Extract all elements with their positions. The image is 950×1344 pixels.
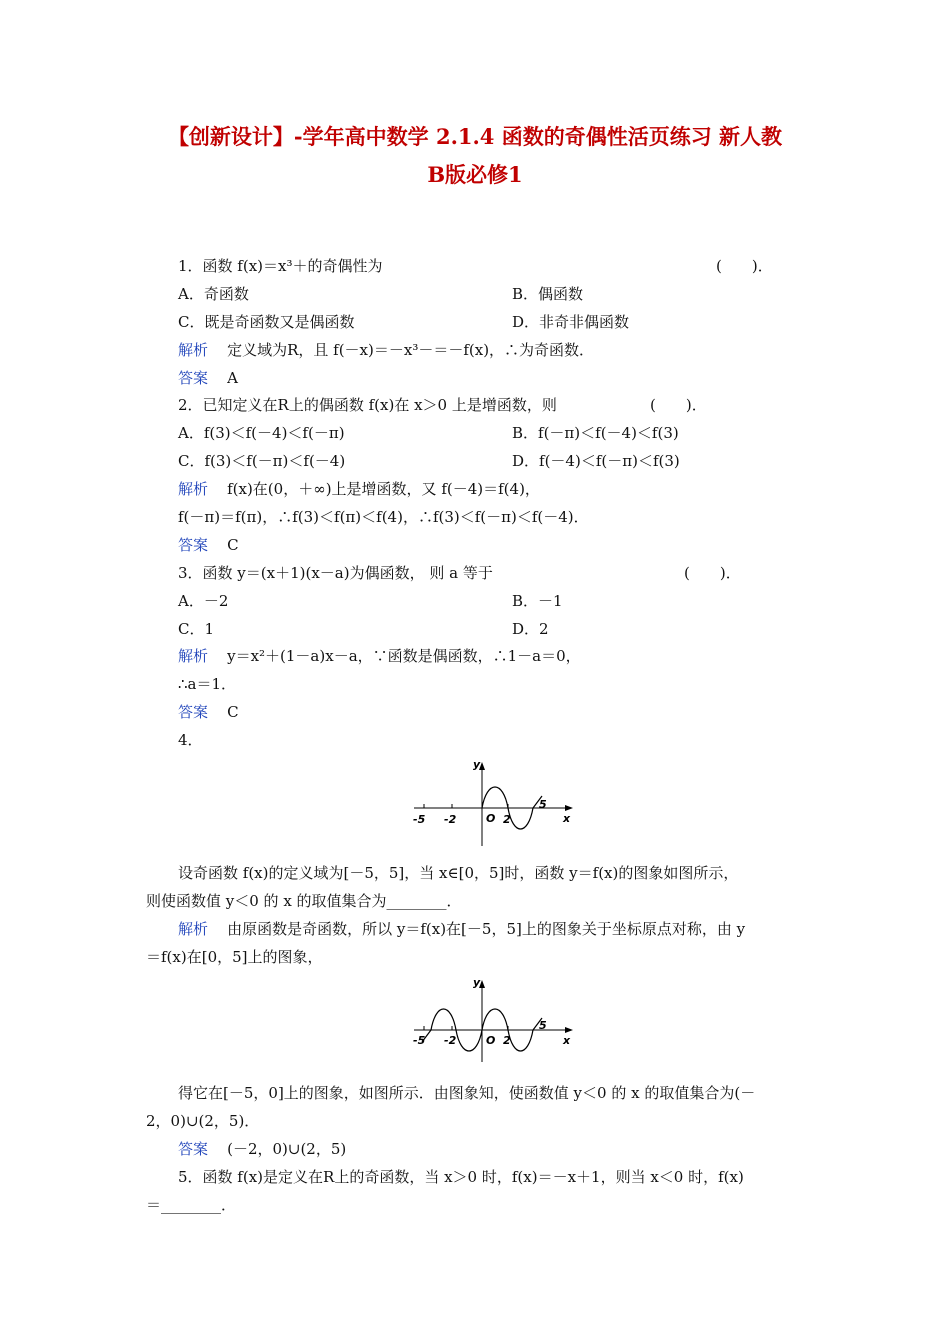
q3-answer-label: 答案 xyxy=(178,703,209,721)
q4-graph-full xyxy=(408,974,578,1066)
q1-option-d: D．非奇非偶函数 xyxy=(512,313,630,331)
q3-analysis-1: y＝x²＋(1－a)x－a，∵函数是偶函数，∴1－a＝0， xyxy=(227,647,581,665)
q3-option-b: B．－1 xyxy=(512,592,563,610)
graph1-x-label: x xyxy=(563,812,571,825)
doc-title-line2: B版必修1 xyxy=(427,162,523,187)
q1-answer-row xyxy=(178,368,238,388)
q3-analysis-label: 解析 xyxy=(178,647,209,665)
q3-stem: 3．函数 y＝(x＋1)(x－a)为偶函数， 则 a 等于 xyxy=(178,564,493,582)
q1-answer-label: 答案 xyxy=(178,369,209,387)
q2-answer-row xyxy=(178,535,239,555)
q4-stem-1: 设奇函数 f(x)的定义域为[－5，5]，当 x∈[0，5]时，函数 y＝f(x)的图象如图所示， xyxy=(178,864,739,882)
q2-answer-label: 答案 xyxy=(178,536,209,554)
q3-paren: ( )． xyxy=(684,564,741,582)
q2-analysis-label: 解析 xyxy=(178,480,209,498)
q2-option-a: A．f(3)＜f(－4)＜f(－π) xyxy=(178,424,345,442)
q4-analysis-3: 得它在[－5，0]上的图象，如图所示．由图象知，使函数值 y＜0 的 x 的取值集合为(－ xyxy=(178,1084,756,1102)
q4-analysis-row xyxy=(178,919,745,939)
q4-analysis-1: 由原函数是奇函数，所以 y＝f(x)在[－5，5]上的图象关于坐标原点对称，由 y xyxy=(227,920,746,938)
q4-graph-positive xyxy=(408,758,578,850)
graph2-tick-p2: 2 xyxy=(503,1034,511,1047)
q3-answer-row xyxy=(178,702,239,722)
q3-answer: C xyxy=(227,703,239,721)
q2-analysis-row xyxy=(178,479,540,499)
q4-number: 4． xyxy=(178,731,203,749)
q5-stem-1: 5．函数 f(x)是定义在R上的奇函数，当 x＞0 时，f(x)＝－x＋1，则当 x＜0 时，f(x) xyxy=(178,1168,744,1186)
q2-option-d: D．f(－4)＜f(－π)＜f(3) xyxy=(512,452,680,470)
graph2-x-label: x xyxy=(563,1034,571,1047)
graph1-tick-p5: 5 xyxy=(539,798,547,811)
graph1-tick-m2: -2 xyxy=(444,813,457,826)
q2-option-b: B．f(－π)＜f(－4)＜f(3) xyxy=(512,424,679,442)
q4-answer-row xyxy=(178,1139,346,1159)
q1-paren: ( )． xyxy=(716,257,773,275)
q1-stem: 1．函数 f(x)＝x³＋的奇偶性为 xyxy=(178,257,383,275)
q1-option-a: A．奇函数 xyxy=(178,285,249,303)
q4-analysis-2: ＝f(x)在[0，5]上的图象， xyxy=(146,948,323,966)
q4-analysis-4: 2，0)∪(2，5)． xyxy=(146,1112,260,1130)
q2-analysis-1: f(x)在(0，＋∞)上是增函数，又 f(－4)＝f(4)， xyxy=(227,480,540,498)
graph2-origin-label: O xyxy=(486,1034,496,1047)
graph2-tick-p5: 5 xyxy=(539,1019,547,1032)
q1-analysis-label: 解析 xyxy=(178,341,209,359)
graph1-y-label: y xyxy=(473,758,481,771)
doc-title-line1: 【创新设计】-学年高中数学 2.1.4 函数的奇偶性活页练习 新人教 xyxy=(167,124,783,149)
graph2-tick-m5: -5 xyxy=(413,1034,426,1047)
q2-stem: 2．已知定义在R上的偶函数 f(x)在 x＞0 上是增函数，则 xyxy=(178,396,557,414)
q1-analysis: 定义域为R，且 f(－x)＝－x³－＝－f(x)，∴为奇函数． xyxy=(227,341,595,359)
q4-answer: (－2，0)∪(2，5) xyxy=(227,1140,347,1158)
q1-option-c: C．既是奇函数又是偶函数 xyxy=(178,313,355,331)
q1-analysis-row xyxy=(178,340,594,360)
q1-option-b: B．偶函数 xyxy=(512,285,584,303)
q4-answer-label: 答案 xyxy=(178,1140,209,1158)
graph1-tick-m5: -5 xyxy=(413,813,426,826)
graph1-tick-p2: 2 xyxy=(503,813,511,826)
q3-option-c: C．1 xyxy=(178,620,215,638)
q3-analysis-2: ∴a＝1． xyxy=(178,675,237,693)
q1-answer: A xyxy=(227,369,238,387)
graph2-tick-m2: -2 xyxy=(444,1034,457,1047)
q3-option-d: D．2 xyxy=(512,620,549,638)
q4-analysis-label: 解析 xyxy=(178,920,209,938)
q5-stem-2: ＝________． xyxy=(146,1196,237,1214)
q4-stem-2: 则使函数值 y＜0 的 x 的取值集合为________． xyxy=(146,892,462,910)
q2-paren: ( )． xyxy=(650,396,707,414)
q3-analysis-row xyxy=(178,646,581,666)
graph1-origin-label: O xyxy=(486,812,496,825)
graph2-y-label: y xyxy=(473,976,481,989)
q2-answer: C xyxy=(227,536,239,554)
q2-option-c: C．f(3)＜f(－π)＜f(－4) xyxy=(178,452,346,470)
q3-option-a: A．－2 xyxy=(178,592,229,610)
q2-analysis-2: f(－π)＝f(π)，∴f(3)＜f(π)＜f(4)，∴f(3)＜f(－π)＜f(－4)． xyxy=(178,508,589,526)
